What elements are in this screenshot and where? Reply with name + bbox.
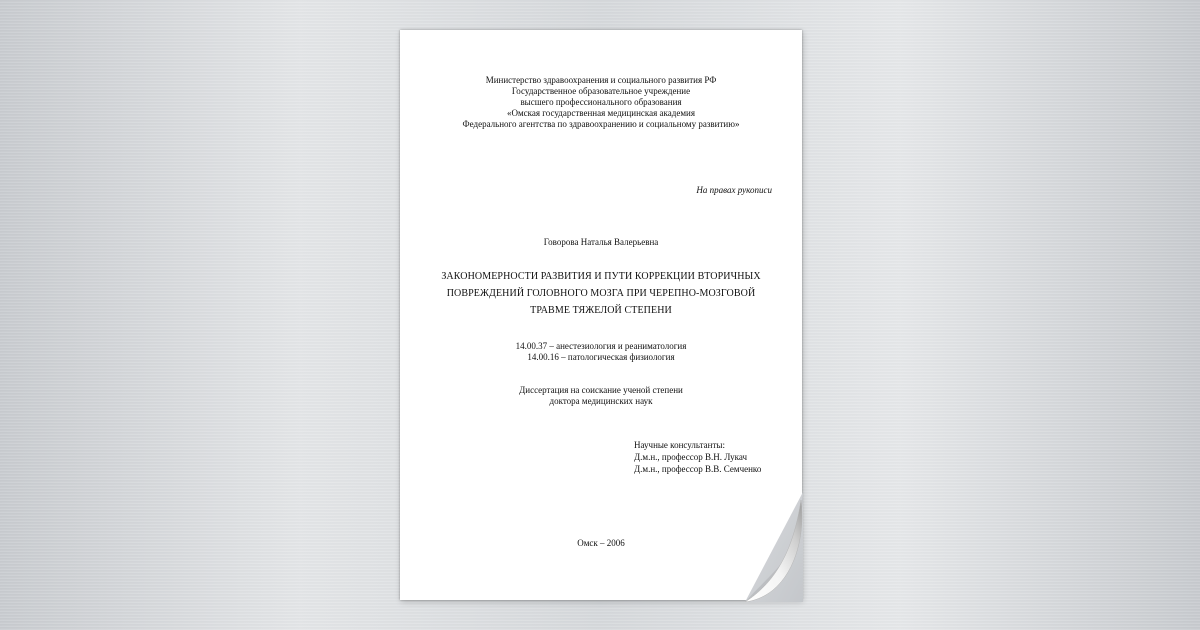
consultants-block — [634, 439, 761, 475]
consultant-name: Д.м.н., профессор В.В. Семченко — [634, 464, 762, 474]
degree-statement — [400, 385, 802, 407]
dissertation-title — [425, 268, 777, 319]
consultants-heading: Научные консультанты: — [634, 440, 725, 450]
institution-header — [420, 75, 782, 130]
specialty-line: 14.00.16 – патологическая физиология — [527, 352, 675, 362]
degree-line: доктора медицинских наук — [549, 396, 653, 406]
document-page — [400, 30, 802, 600]
degree-line: Диссертация на соискание ученой степени — [519, 385, 683, 395]
specialty-line: 14.00.37 – анестезиология и реаниматология — [515, 341, 687, 351]
header-line: высшего профессионального образования — [520, 97, 682, 107]
header-line: Федерального агентства по здравоохранению и социальному развитию» — [462, 119, 740, 129]
author-name: Говорова Наталья Валерьевна — [543, 237, 659, 247]
specialty-codes — [400, 341, 802, 363]
consultant-name: Д.м.н., профессор В.Н. Лукач — [634, 452, 748, 462]
header-line: Министерство здравоохранения и социального развития РФ — [485, 75, 717, 85]
city-year: Омск – 2006 — [577, 538, 625, 548]
title-line: ПОВРЕЖДЕНИЙ ГОЛОВНОГО МОЗГА ПРИ ЧЕРЕПНО-МОЗГОВОЙ — [446, 288, 756, 299]
header-line: «Омская государственная медицинская академия — [506, 108, 695, 118]
title-line: ЗАКОНОМЕРНОСТИ РАЗВИТИЯ И ПУТИ КОРРЕКЦИИ ВТОРИЧНЫХ — [441, 271, 761, 282]
title-line: ТРАВМЕ ТЯЖЕЛОЙ СТЕПЕНИ — [530, 305, 672, 316]
manuscript-note: На правах рукописи — [696, 185, 772, 195]
header-line: Государственное образовательное учреждение — [511, 86, 691, 96]
